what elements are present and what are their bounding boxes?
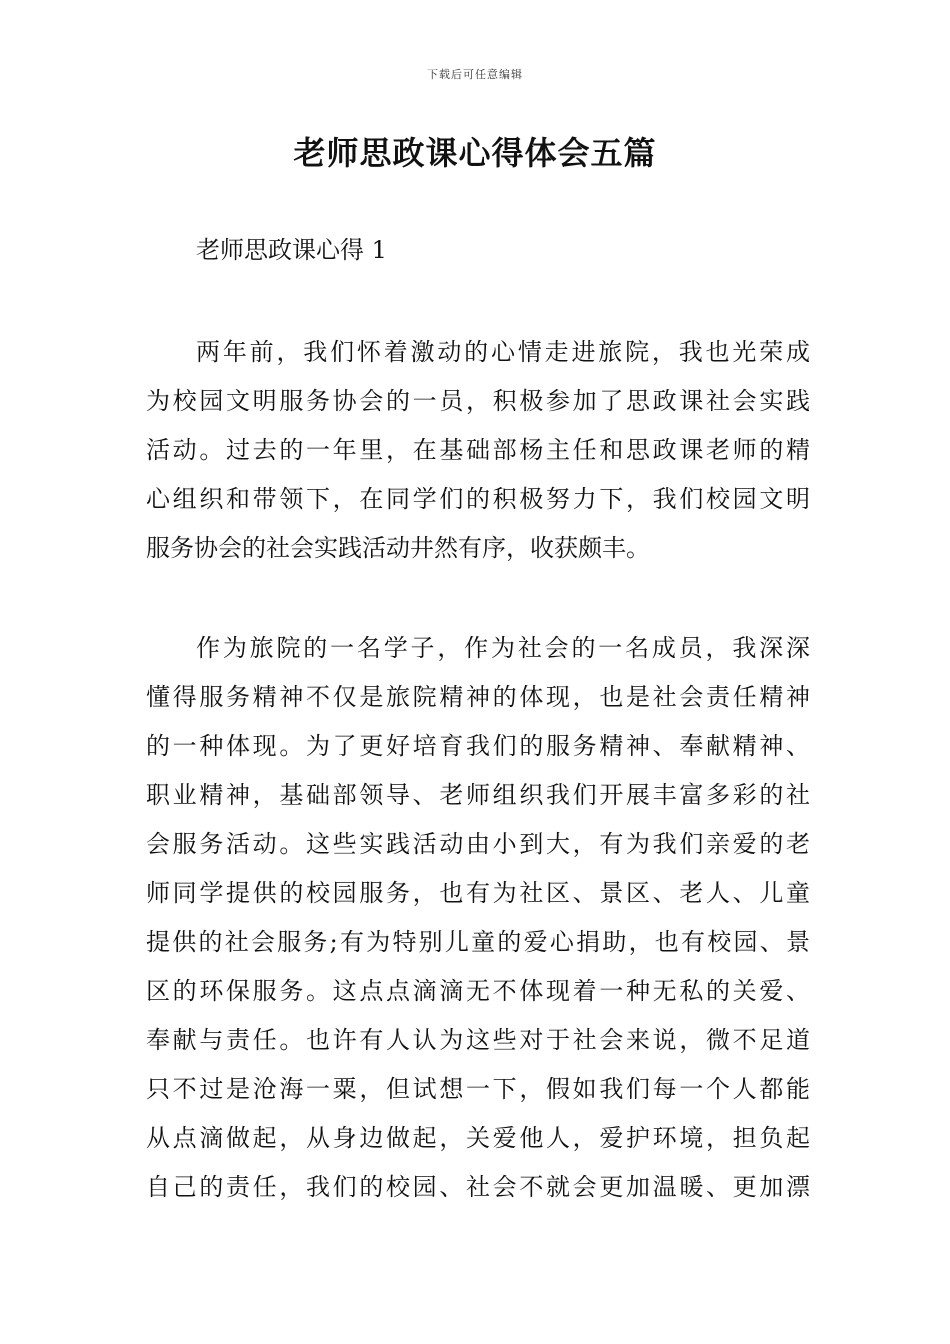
paragraph-line: 心组织和带领下，在同学们的积极努力下，我们校园文明 (146, 485, 810, 513)
paragraph-line: 服务协会的社会实践活动井然有序，收获颇丰。 (146, 534, 650, 562)
paragraph-line: 会服务活动。这些实践活动由小到大，有为我们亲爱的老 (146, 830, 810, 858)
paragraph-line: 活动。过去的一年里，在基础部杨主任和思政课老师的精 (146, 436, 810, 464)
header-note: 下载后可任意编辑 (427, 68, 523, 81)
paragraph-2 (146, 624, 810, 1212)
paragraph-line: 两年前，我们怀着激动的心情走进旅院，我也光荣成 (196, 338, 810, 366)
paragraph-line: 自己的责任，我们的校园、社会不就会更加温暖、更加漂 (146, 1173, 810, 1201)
paragraph-line: 奉献与责任。也许有人认为这些对于社会来说，微不足道 (146, 1026, 810, 1054)
paragraph-line: 懂得服务精神不仅是旅院精神的体现，也是社会责任精神 (146, 683, 810, 711)
paragraph-line: 的一种体现。为了更好培育我们的服务精神、奉献精神、 (146, 732, 810, 760)
paragraph-line: 区的环保服务。这点点滴滴无不体现着一种无私的关爱、 (146, 977, 810, 1005)
paragraph-1 (146, 328, 810, 573)
paragraph-line: 为校园文明服务协会的一员，积极参加了思政课社会实践 (146, 387, 810, 415)
paragraph-line: 师同学提供的校园服务，也有为社区、景区、老人、儿童 (146, 879, 810, 907)
document-title: 老师思政课心得体会五篇 (293, 134, 657, 172)
paragraph-line: 只不过是沧海一粟，但试想一下，假如我们每一个人都能 (146, 1075, 810, 1103)
paragraph-line: 职业精神，基础部领导、老师组织我们开展丰富多彩的社 (146, 781, 810, 809)
section-heading: 老师思政课心得 1 (196, 236, 387, 264)
paragraph-line: 提供的社会服务;有为特别儿童的爱心捐助，也有校园、景 (146, 928, 810, 956)
paragraph-line: 作为旅院的一名学子，作为社会的一名成员，我深深 (196, 634, 810, 662)
paragraph-line: 从点滴做起，从身边做起，关爱他人，爱护环境，担负起 (146, 1124, 810, 1152)
